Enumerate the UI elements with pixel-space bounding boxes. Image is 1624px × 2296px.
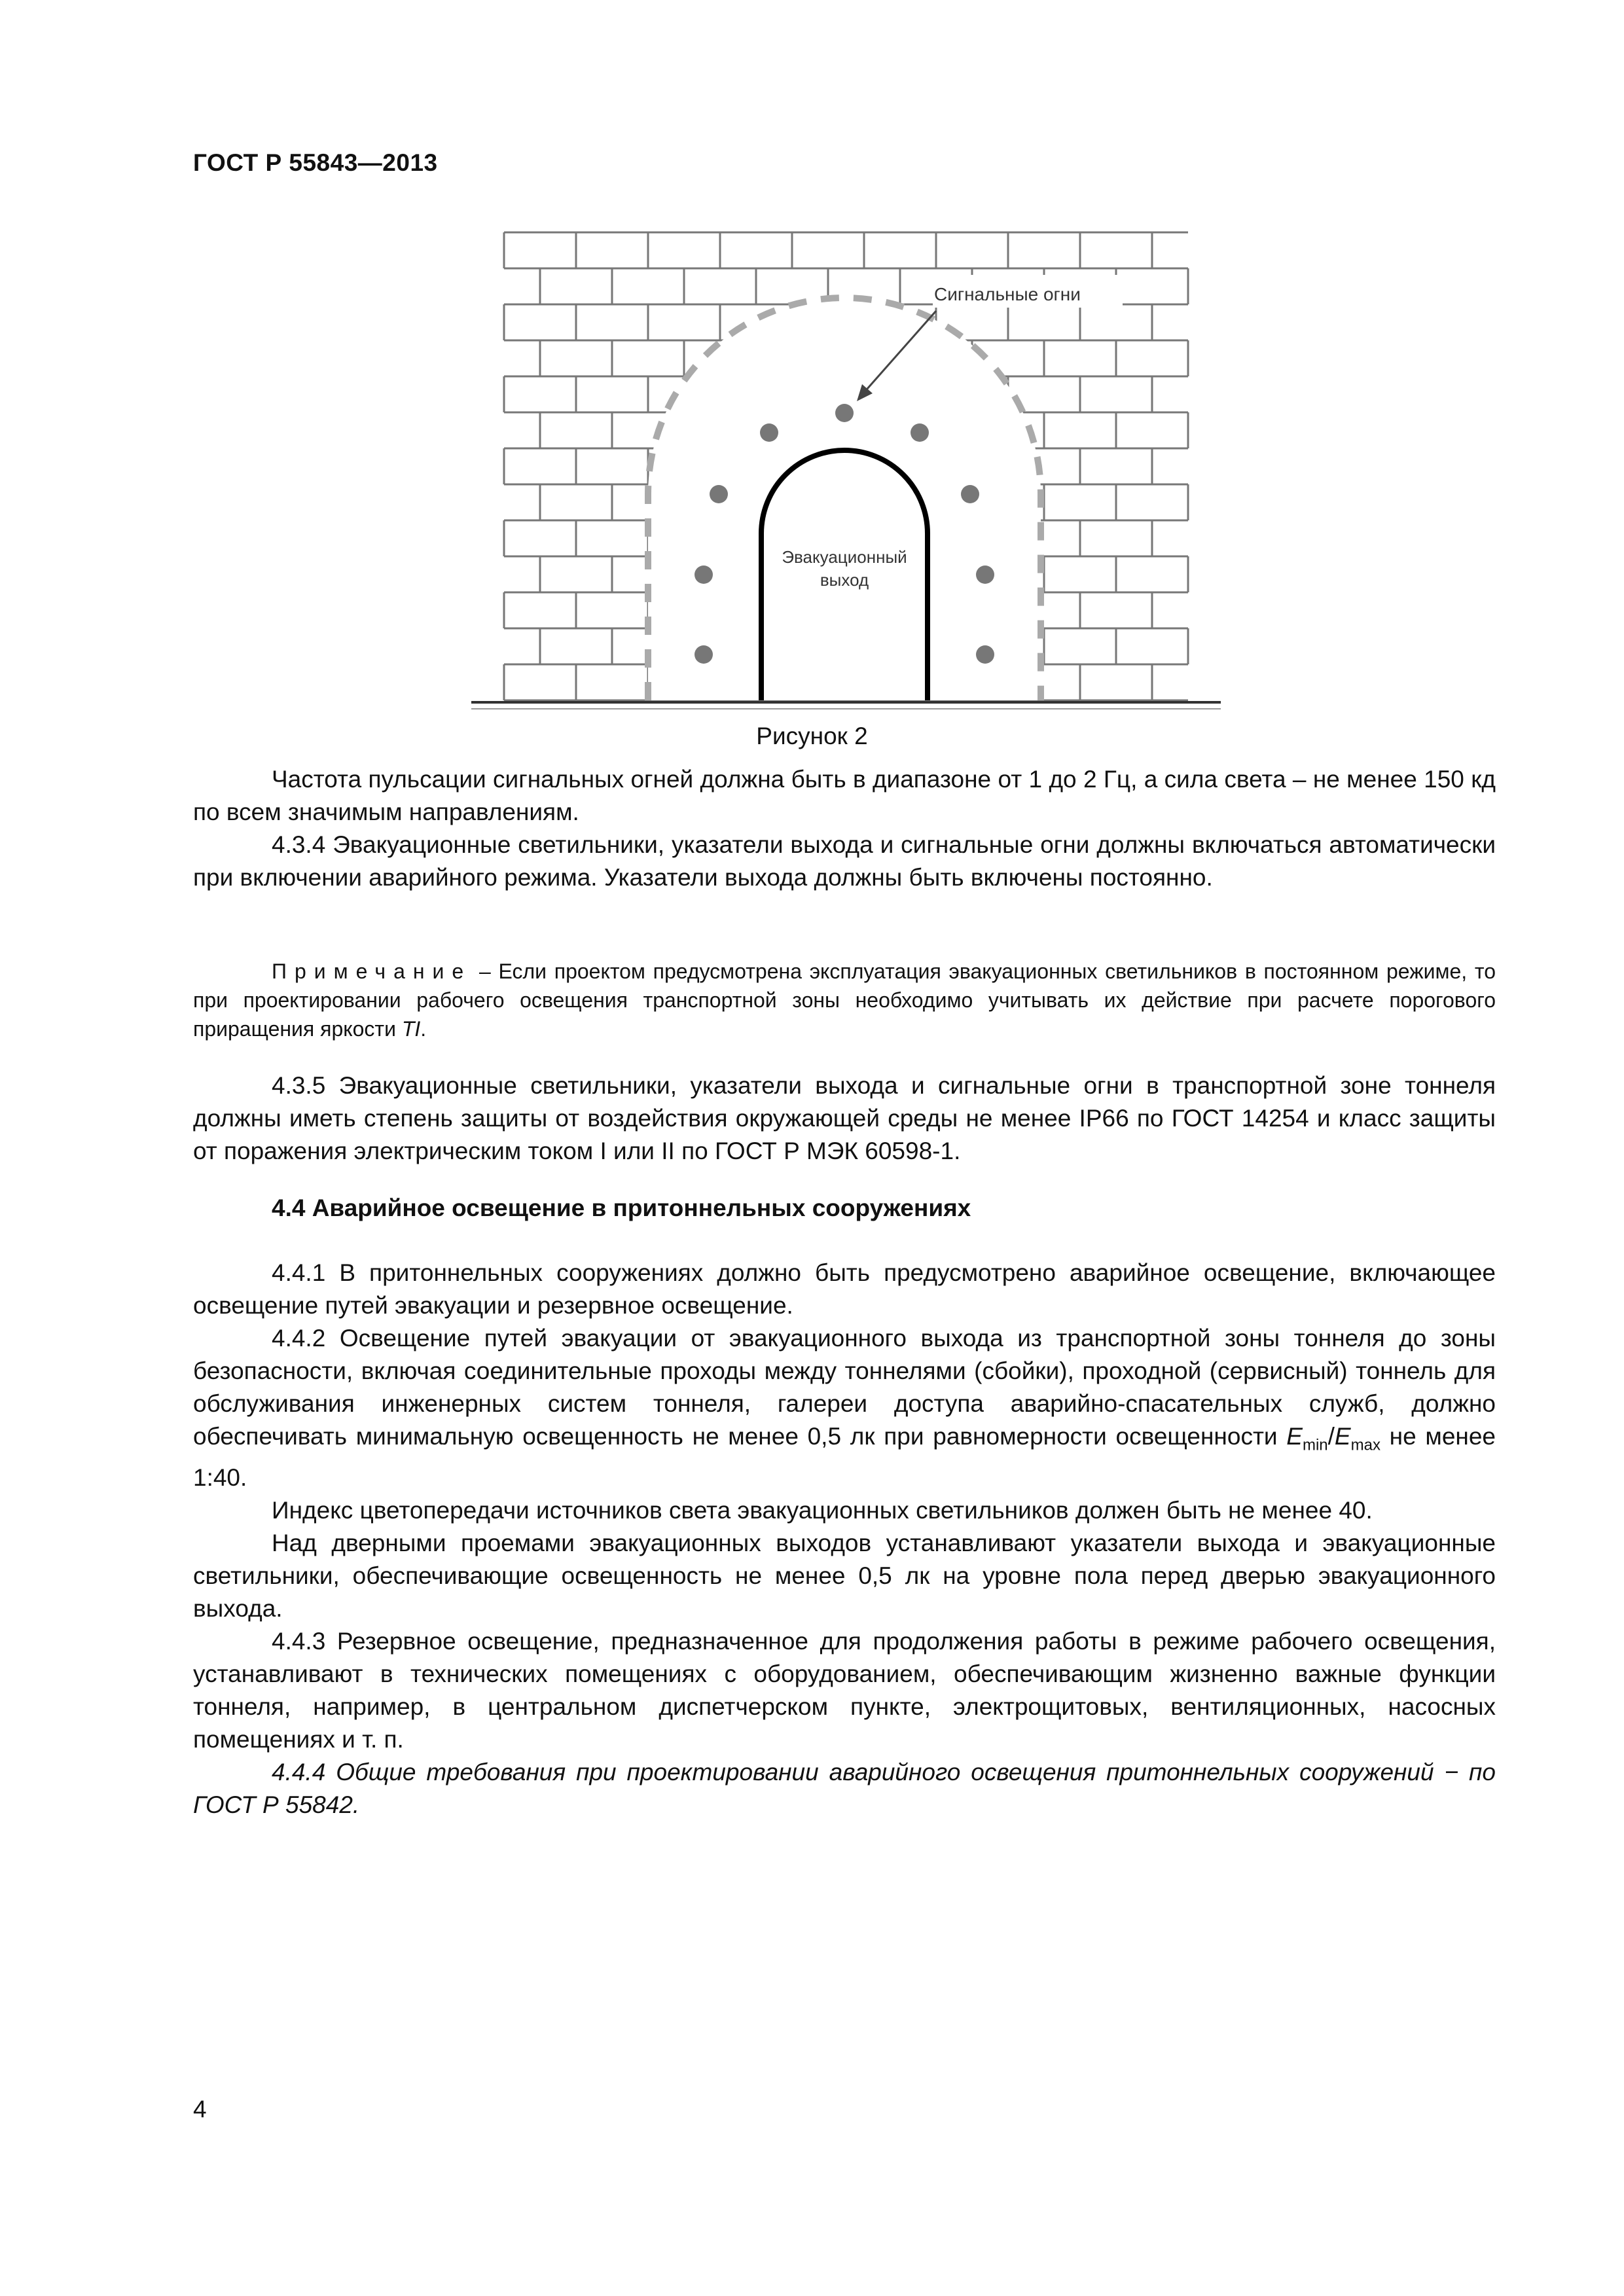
note-end: . xyxy=(420,1017,427,1041)
p5-min: min xyxy=(1302,1436,1328,1454)
signal-light xyxy=(695,645,713,664)
text-block-3 xyxy=(193,1257,1496,1821)
paragraph-4-3-5: 4.3.5 Эвакуационные светильники, указатели выхода и сигнальные огни в транспортной зоне тоннеля должны иметь степень защиты от воздействия окружающей среды не менее IP66 по ГОСТ 14254 и класс защиты от поражения электрическим током I или II по ГОСТ Р МЭК 60598-1. xyxy=(193,1072,1496,1164)
signal-light xyxy=(695,565,713,584)
paragraph-door-lights: Над дверными проемами эвакуационных выходов устанавливают указатели выхода и эвакуационные светильники, обеспечивающие освещенность не менее 0,5 лк на уровне пола перед дверью эвакуационного выхода. xyxy=(193,1530,1496,1623)
figure-evacuation-exit xyxy=(461,219,1234,717)
signal-light xyxy=(911,423,929,442)
paragraph-4-4-3: 4.4.3 Резервное освещение, предназначенное для продолжения работы в режиме рабочего освещения, устанавливают в технических помещениях с оборудованием, обеспечивающим жизненно важные функции тоннеля, например, в центральном диспетчерском пункте, электрощитовых, вентиляционных, насосных помещениях и т. п. xyxy=(193,1628,1496,1753)
label-exit-line2: выход xyxy=(820,570,869,590)
signal-light xyxy=(961,485,979,503)
paragraph-4-3-4: 4.3.4 Эвакуационные светильники, указатели выхода и сигнальные огни должны включаться автоматически при включении аварийного режима. Указатели выхода должны быть включены постоянно. xyxy=(193,831,1496,891)
text-block-2 xyxy=(193,1069,1496,1168)
p5-e2: E xyxy=(1334,1423,1351,1450)
p5-end: не менее 1:40. xyxy=(193,1423,1496,1492)
label-exit-line1: Эвакуационный xyxy=(782,547,907,567)
page-number: 4 xyxy=(193,2096,207,2123)
signal-light xyxy=(976,565,994,584)
signal-light xyxy=(835,404,854,422)
note-text: Если проектом предусмотрена эксплуатация эвакуационных светильников в постоянном режиме, то при проектировании рабочего освещения транспортной зоны необходимо учитывать их действие при расчете порогового приращения яркости xyxy=(193,960,1496,1041)
figure-caption: Рисунок 2 xyxy=(756,723,868,749)
label-signal-lights: Сигнальные огни xyxy=(934,284,1081,304)
note-ti: TI xyxy=(401,1017,421,1041)
paragraph-color-index: Индекс цветопередачи источников света эвакуационных светильников должен быть не менее 40. xyxy=(272,1497,1373,1524)
note-dash: – xyxy=(471,960,499,983)
paragraph-4-4-2 xyxy=(193,1322,1496,1494)
p5-e1: E xyxy=(1286,1423,1303,1450)
p5-max: max xyxy=(1350,1436,1380,1454)
paragraph-4-4-4: 4.4.4 Общие требования при проектировании аварийного освещения притоннельных сооружений − по ГОСТ Р 55842. xyxy=(193,1759,1496,1819)
note-label: Примечание xyxy=(272,960,472,983)
section-heading-4-4: 4.4 Аварийное освещение в притоннельных сооружениях xyxy=(272,1194,971,1221)
signal-light xyxy=(760,423,778,442)
paragraph-4-4-1: 4.4.1 В притоннельных сооружениях должно быть предусмотрено аварийное освещение, включающее освещение путей эвакуации и резервное освещение. xyxy=(193,1259,1496,1319)
p5-start: 4.4.2 Освещение путей эвакуации от эвакуационного выхода из транспортной зоны тоннеля до зоны безопасности, включая соединительные проходы между тоннелями (сбойки), проходной (сервисный) тоннель для обслуживания инженерных систем тоннеля, галереи доступа аварийно-спасательных служб, должно обеспечивать минимальную освещенность не менее 0,5 лк при равномерности освещенности xyxy=(193,1325,1496,1450)
note xyxy=(193,957,1496,1043)
paragraph-pulse-frequency: Частота пульсации сигнальных огней должна быть в диапазоне от 1 до 2 Гц, а сила света – не менее 150 кд по всем значимым направлениям. xyxy=(193,766,1496,825)
brick-wall-diagram xyxy=(461,219,1234,717)
document-header: ГОСТ Р 55843—2013 xyxy=(193,149,438,176)
text-block-1 xyxy=(193,763,1496,894)
signal-light xyxy=(976,645,994,664)
signal-light xyxy=(710,485,728,503)
p5-slash: / xyxy=(1327,1423,1335,1450)
